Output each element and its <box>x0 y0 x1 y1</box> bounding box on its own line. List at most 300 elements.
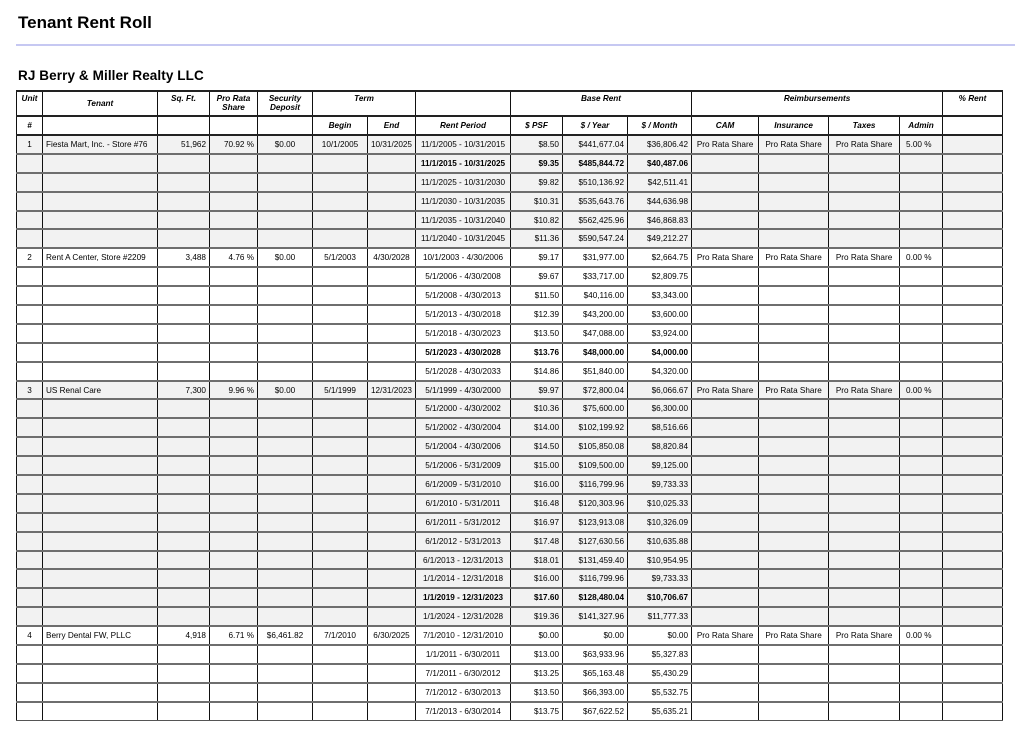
cell-pct-rent <box>943 248 1003 267</box>
cell-cam <box>692 607 759 626</box>
cell-rent-period: 6/1/2011 - 5/31/2012 <box>416 513 511 532</box>
cell-term-begin <box>313 683 368 702</box>
cell-sqft: 7,300 <box>158 381 210 400</box>
header-psf: $ PSF <box>511 116 563 135</box>
cell-taxes <box>829 173 900 192</box>
cell-per-month: $6,066.67 <box>628 381 692 400</box>
cell-tenant-name <box>43 305 158 324</box>
cell-per-year: $123,913.08 <box>563 513 628 532</box>
cell-pro-rata-share <box>210 267 258 286</box>
cell-sqft <box>158 267 210 286</box>
cell-rent-period: 11/1/2035 - 10/31/2040 <box>416 211 511 230</box>
cell-admin: 5.00 % <box>900 135 943 154</box>
table-row <box>17 381 1003 400</box>
cell-tenant-name <box>43 607 158 626</box>
cell-unit <box>17 286 43 305</box>
cell-per-year: $141,327.96 <box>563 607 628 626</box>
cell-sqft <box>158 211 210 230</box>
cell-unit <box>17 437 43 456</box>
cell-pct-rent <box>943 437 1003 456</box>
cell-insurance: Pro Rata Share <box>759 135 829 154</box>
header-blank <box>158 116 210 135</box>
cell-unit <box>17 607 43 626</box>
header-term: Term <box>313 91 416 116</box>
cell-taxes <box>829 192 900 211</box>
cell-term-begin <box>313 532 368 551</box>
cell-admin <box>900 569 943 588</box>
cell-insurance: Pro Rata Share <box>759 248 829 267</box>
cell-pct-rent <box>943 211 1003 230</box>
cell-term-end <box>368 588 416 607</box>
cell-sqft <box>158 645 210 664</box>
cell-per-year: $63,933.96 <box>563 645 628 664</box>
cell-unit <box>17 192 43 211</box>
cell-per-year: $116,799.96 <box>563 475 628 494</box>
cell-security-deposit <box>258 324 313 343</box>
cell-insurance <box>759 702 829 720</box>
cell-unit <box>17 324 43 343</box>
cell-term-end: 10/31/2025 <box>368 135 416 154</box>
cell-taxes <box>829 569 900 588</box>
cell-rent-period: 5/1/2028 - 4/30/2033 <box>416 362 511 381</box>
table-row <box>17 456 1003 475</box>
cell-admin <box>900 267 943 286</box>
cell-insurance <box>759 494 829 513</box>
cell-unit <box>17 702 43 720</box>
cell-term-end: 12/31/2023 <box>368 381 416 400</box>
cell-pro-rata-share <box>210 588 258 607</box>
cell-psf: $16.48 <box>511 494 563 513</box>
cell-security-deposit <box>258 343 313 362</box>
cell-term-end <box>368 362 416 381</box>
cell-psf: $16.00 <box>511 569 563 588</box>
cell-term-end <box>368 475 416 494</box>
cell-cam <box>692 192 759 211</box>
cell-admin <box>900 551 943 570</box>
cell-rent-period: 10/1/2003 - 4/30/2006 <box>416 248 511 267</box>
cell-admin <box>900 362 943 381</box>
cell-cam <box>692 683 759 702</box>
cell-pro-rata-share <box>210 475 258 494</box>
cell-term-begin <box>313 551 368 570</box>
header-unit-num: # <box>17 116 43 135</box>
header-pct-rent: % Rent <box>943 91 1003 116</box>
cell-rent-period: 5/1/2002 - 4/30/2004 <box>416 418 511 437</box>
cell-rent-period: 6/1/2009 - 5/31/2010 <box>416 475 511 494</box>
cell-rent-period: 5/1/2006 - 5/31/2009 <box>416 456 511 475</box>
table-row <box>17 362 1003 381</box>
cell-sqft <box>158 551 210 570</box>
cell-pro-rata-share <box>210 513 258 532</box>
cell-tenant-name <box>43 513 158 532</box>
cell-sqft <box>158 418 210 437</box>
cell-insurance <box>759 154 829 173</box>
cell-per-month: $10,326.09 <box>628 513 692 532</box>
cell-insurance <box>759 362 829 381</box>
cell-psf: $12.39 <box>511 305 563 324</box>
cell-cam: Pro Rata Share <box>692 626 759 645</box>
cell-sqft: 3,488 <box>158 248 210 267</box>
cell-cam <box>692 229 759 248</box>
cell-tenant-name <box>43 229 158 248</box>
cell-psf: $17.48 <box>511 532 563 551</box>
cell-security-deposit <box>258 475 313 494</box>
cell-rent-period: 11/1/2025 - 10/31/2030 <box>416 173 511 192</box>
cell-psf: $9.97 <box>511 381 563 400</box>
table-row <box>17 494 1003 513</box>
rent-roll-table <box>16 90 1003 721</box>
cell-pro-rata-share: 6.71 % <box>210 626 258 645</box>
cell-insurance <box>759 569 829 588</box>
cell-rent-period: 6/1/2013 - 12/31/2013 <box>416 551 511 570</box>
cell-pro-rata-share <box>210 399 258 418</box>
cell-security-deposit: $0.00 <box>258 135 313 154</box>
cell-psf: $9.67 <box>511 267 563 286</box>
cell-sqft <box>158 286 210 305</box>
cell-term-end <box>368 683 416 702</box>
cell-rent-period: 11/1/2040 - 10/31/2045 <box>416 229 511 248</box>
cell-unit <box>17 173 43 192</box>
cell-pro-rata-share <box>210 154 258 173</box>
table-row <box>17 664 1003 683</box>
cell-sqft <box>158 607 210 626</box>
cell-cam <box>692 494 759 513</box>
cell-psf: $10.82 <box>511 211 563 230</box>
cell-sqft <box>158 305 210 324</box>
cell-rent-period: 6/1/2012 - 5/31/2013 <box>416 532 511 551</box>
header-taxes: Taxes <box>829 116 900 135</box>
cell-rent-period: 5/1/1999 - 4/30/2000 <box>416 381 511 400</box>
cell-pro-rata-share <box>210 494 258 513</box>
cell-cam: Pro Rata Share <box>692 381 759 400</box>
cell-pct-rent <box>943 683 1003 702</box>
cell-taxes <box>829 267 900 286</box>
cell-psf: $9.82 <box>511 173 563 192</box>
cell-rent-period: 1/1/2011 - 6/30/2011 <box>416 645 511 664</box>
cell-taxes: Pro Rata Share <box>829 248 900 267</box>
cell-pct-rent <box>943 645 1003 664</box>
cell-cam: Pro Rata Share <box>692 248 759 267</box>
cell-term-begin <box>313 286 368 305</box>
cell-pct-rent <box>943 229 1003 248</box>
cell-per-year: $48,000.00 <box>563 343 628 362</box>
cell-insurance <box>759 211 829 230</box>
table-row <box>17 607 1003 626</box>
cell-per-year: $67,622.52 <box>563 702 628 720</box>
cell-sqft <box>158 192 210 211</box>
table-row <box>17 286 1003 305</box>
cell-rent-period: 11/1/2030 - 10/31/2035 <box>416 192 511 211</box>
cell-insurance <box>759 456 829 475</box>
cell-security-deposit <box>258 418 313 437</box>
cell-per-year: $47,088.00 <box>563 324 628 343</box>
cell-taxes <box>829 229 900 248</box>
cell-term-end <box>368 173 416 192</box>
cell-taxes <box>829 588 900 607</box>
cell-term-begin: 5/1/1999 <box>313 381 368 400</box>
cell-tenant-name: Berry Dental FW, PLLC <box>43 626 158 645</box>
cell-per-year: $562,425.96 <box>563 211 628 230</box>
cell-term-begin <box>313 399 368 418</box>
cell-psf: $13.00 <box>511 645 563 664</box>
cell-unit: 4 <box>17 626 43 645</box>
cell-admin <box>900 683 943 702</box>
cell-term-begin <box>313 229 368 248</box>
cell-unit <box>17 664 43 683</box>
cell-per-year: $75,600.00 <box>563 399 628 418</box>
cell-per-month: $49,212.27 <box>628 229 692 248</box>
cell-insurance <box>759 399 829 418</box>
header-end: End <box>368 116 416 135</box>
cell-admin <box>900 588 943 607</box>
cell-pro-rata-share <box>210 664 258 683</box>
cell-pct-rent <box>943 286 1003 305</box>
table-row <box>17 173 1003 192</box>
cell-security-deposit <box>258 437 313 456</box>
cell-tenant-name <box>43 211 158 230</box>
cell-unit <box>17 532 43 551</box>
cell-admin <box>900 211 943 230</box>
cell-security-deposit <box>258 154 313 173</box>
cell-tenant-name <box>43 399 158 418</box>
cell-tenant-name <box>43 702 158 720</box>
cell-tenant-name <box>43 475 158 494</box>
company-name: RJ Berry & Miller Realty LLC <box>18 68 204 83</box>
cell-term-end <box>368 645 416 664</box>
cell-sqft <box>158 154 210 173</box>
cell-per-year: $72,800.04 <box>563 381 628 400</box>
cell-tenant-name: Rent A Center, Store #2209 <box>43 248 158 267</box>
cell-taxes <box>829 513 900 532</box>
cell-security-deposit: $0.00 <box>258 381 313 400</box>
cell-cam <box>692 513 759 532</box>
table-row <box>17 324 1003 343</box>
cell-insurance <box>759 513 829 532</box>
cell-per-month: $11,777.33 <box>628 607 692 626</box>
cell-insurance <box>759 343 829 362</box>
header-blank <box>258 116 313 135</box>
cell-sqft <box>158 324 210 343</box>
cell-unit <box>17 267 43 286</box>
cell-term-end <box>368 513 416 532</box>
cell-admin <box>900 154 943 173</box>
cell-per-month: $10,706.67 <box>628 588 692 607</box>
cell-taxes <box>829 211 900 230</box>
cell-tenant-name <box>43 324 158 343</box>
cell-admin <box>900 343 943 362</box>
cell-psf: $16.00 <box>511 475 563 494</box>
cell-unit <box>17 456 43 475</box>
cell-admin <box>900 475 943 494</box>
cell-insurance: Pro Rata Share <box>759 381 829 400</box>
cell-pro-rata-share <box>210 418 258 437</box>
cell-pro-rata-share <box>210 362 258 381</box>
cell-admin <box>900 456 943 475</box>
cell-taxes <box>829 475 900 494</box>
cell-admin <box>900 399 943 418</box>
cell-taxes <box>829 418 900 437</box>
cell-unit <box>17 569 43 588</box>
cell-term-begin <box>313 173 368 192</box>
cell-psf: $19.36 <box>511 607 563 626</box>
table-row <box>17 513 1003 532</box>
cell-per-month: $42,511.41 <box>628 173 692 192</box>
cell-admin <box>900 494 943 513</box>
cell-sqft <box>158 664 210 683</box>
cell-tenant-name <box>43 418 158 437</box>
cell-term-begin <box>313 588 368 607</box>
cell-term-begin <box>313 324 368 343</box>
table-row <box>17 267 1003 286</box>
cell-tenant-name: Fiesta Mart, Inc. - Store #76 <box>43 135 158 154</box>
table-row <box>17 702 1003 720</box>
cell-pct-rent <box>943 532 1003 551</box>
cell-rent-period: 7/1/2012 - 6/30/2013 <box>416 683 511 702</box>
cell-rent-period: 5/1/2000 - 4/30/2002 <box>416 399 511 418</box>
cell-pro-rata-share <box>210 645 258 664</box>
cell-pct-rent <box>943 154 1003 173</box>
cell-pct-rent <box>943 702 1003 720</box>
cell-per-month: $3,924.00 <box>628 324 692 343</box>
cell-term-begin <box>313 702 368 720</box>
cell-rent-period: 6/1/2010 - 5/31/2011 <box>416 494 511 513</box>
cell-per-month: $3,343.00 <box>628 286 692 305</box>
cell-pro-rata-share: 70.92 % <box>210 135 258 154</box>
cell-term-end <box>368 532 416 551</box>
cell-rent-period: 5/1/2004 - 4/30/2006 <box>416 437 511 456</box>
cell-admin <box>900 324 943 343</box>
cell-security-deposit <box>258 456 313 475</box>
table-row <box>17 248 1003 267</box>
cell-rent-period: 1/1/2019 - 12/31/2023 <box>416 588 511 607</box>
cell-term-end <box>368 192 416 211</box>
cell-per-month: $8,516.66 <box>628 418 692 437</box>
cell-insurance <box>759 664 829 683</box>
cell-pro-rata-share <box>210 229 258 248</box>
cell-psf: $18.01 <box>511 551 563 570</box>
cell-per-month: $44,636.98 <box>628 192 692 211</box>
cell-rent-period: 11/1/2005 - 10/31/2015 <box>416 135 511 154</box>
table-row <box>17 683 1003 702</box>
cell-pct-rent <box>943 381 1003 400</box>
cell-rent-period: 7/1/2013 - 6/30/2014 <box>416 702 511 720</box>
cell-per-month: $8,820.84 <box>628 437 692 456</box>
cell-term-begin <box>313 607 368 626</box>
table-row <box>17 551 1003 570</box>
cell-sqft <box>158 494 210 513</box>
cell-per-year: $441,677.04 <box>563 135 628 154</box>
cell-per-year: $590,547.24 <box>563 229 628 248</box>
cell-security-deposit <box>258 551 313 570</box>
cell-term-begin <box>313 267 368 286</box>
cell-tenant-name <box>43 267 158 286</box>
table-row <box>17 532 1003 551</box>
cell-term-begin <box>313 494 368 513</box>
cell-term-begin: 5/1/2003 <box>313 248 368 267</box>
cell-pro-rata-share <box>210 343 258 362</box>
cell-term-begin <box>313 569 368 588</box>
cell-sqft <box>158 702 210 720</box>
cell-taxes <box>829 645 900 664</box>
cell-term-end <box>368 494 416 513</box>
cell-cam <box>692 267 759 286</box>
cell-insurance <box>759 551 829 570</box>
cell-taxes <box>829 343 900 362</box>
cell-rent-period: 1/1/2024 - 12/31/2028 <box>416 607 511 626</box>
cell-security-deposit <box>258 513 313 532</box>
cell-pro-rata-share: 9.96 % <box>210 381 258 400</box>
cell-rent-period: 5/1/2023 - 4/30/2028 <box>416 343 511 362</box>
cell-sqft <box>158 343 210 362</box>
cell-tenant-name <box>43 532 158 551</box>
cell-unit <box>17 418 43 437</box>
header-base-rent: Base Rent <box>511 91 692 116</box>
cell-term-begin <box>313 362 368 381</box>
cell-term-end <box>368 607 416 626</box>
header-sqft: Sq. Ft. <box>158 91 210 116</box>
cell-cam <box>692 569 759 588</box>
cell-unit <box>17 399 43 418</box>
cell-term-end: 4/30/2028 <box>368 248 416 267</box>
cell-unit <box>17 513 43 532</box>
cell-pro-rata-share <box>210 702 258 720</box>
cell-admin <box>900 532 943 551</box>
cell-term-begin <box>313 154 368 173</box>
table-row <box>17 626 1003 645</box>
cell-term-end: 6/30/2025 <box>368 626 416 645</box>
cell-pct-rent <box>943 173 1003 192</box>
cell-per-month: $9,733.33 <box>628 475 692 494</box>
cell-taxes <box>829 399 900 418</box>
cell-per-month: $2,664.75 <box>628 248 692 267</box>
cell-term-begin <box>313 664 368 683</box>
cell-psf: $14.00 <box>511 418 563 437</box>
cell-security-deposit <box>258 211 313 230</box>
cell-pct-rent <box>943 399 1003 418</box>
cell-pct-rent <box>943 192 1003 211</box>
page-title: Tenant Rent Roll <box>18 13 152 32</box>
cell-term-begin <box>313 645 368 664</box>
header-unit: Unit <box>17 91 43 116</box>
cell-tenant-name <box>43 437 158 456</box>
cell-term-end <box>368 211 416 230</box>
cell-per-year: $33,717.00 <box>563 267 628 286</box>
cell-psf: $14.86 <box>511 362 563 381</box>
cell-per-month: $2,809.75 <box>628 267 692 286</box>
cell-taxes <box>829 456 900 475</box>
cell-unit <box>17 683 43 702</box>
cell-per-year: $128,480.04 <box>563 588 628 607</box>
cell-per-month: $5,635.21 <box>628 702 692 720</box>
cell-security-deposit <box>258 267 313 286</box>
cell-security-deposit <box>258 229 313 248</box>
cell-cam <box>692 551 759 570</box>
cell-security-deposit: $0.00 <box>258 248 313 267</box>
cell-cam <box>692 324 759 343</box>
cell-sqft <box>158 362 210 381</box>
header-security-deposit: Security Deposit <box>258 91 313 116</box>
cell-unit: 3 <box>17 381 43 400</box>
cell-rent-period: 7/1/2010 - 12/31/2010 <box>416 626 511 645</box>
cell-insurance: Pro Rata Share <box>759 626 829 645</box>
header-reimbursements: Reimbursements <box>692 91 943 116</box>
cell-unit: 1 <box>17 135 43 154</box>
cell-term-begin <box>313 475 368 494</box>
cell-cam <box>692 399 759 418</box>
cell-tenant-name <box>43 173 158 192</box>
cell-psf: $9.35 <box>511 154 563 173</box>
cell-pro-rata-share <box>210 437 258 456</box>
